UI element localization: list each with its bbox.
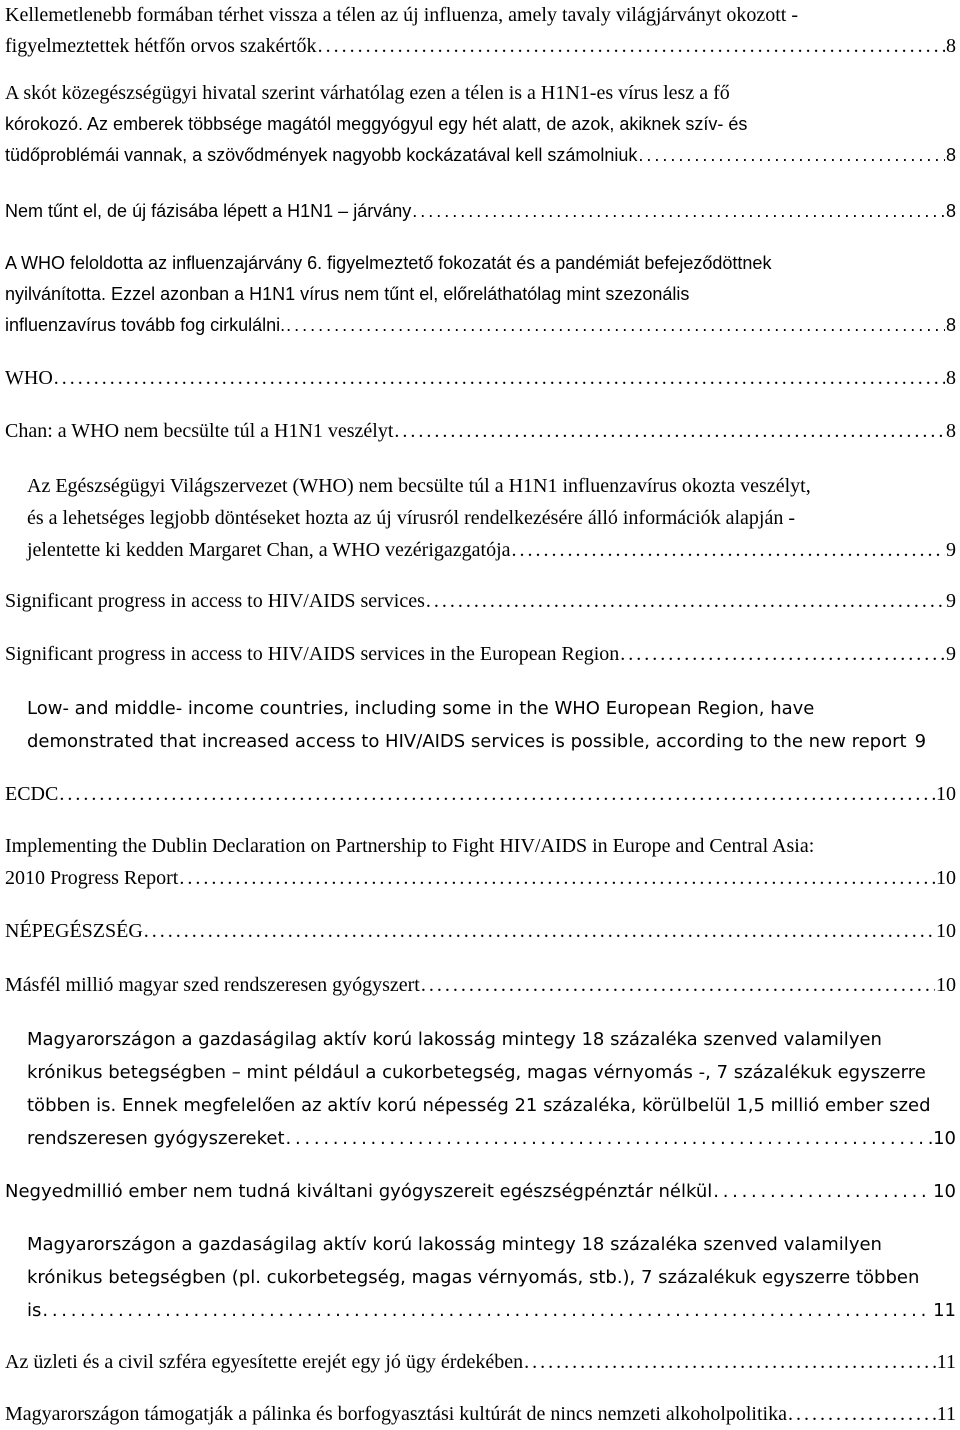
toc-entry-text: A skót közegészségügyi hivatal szerint várhatólag ezen a télen is a H1N1-es vírus lesz a fő — [5, 82, 730, 104]
leader-dots — [620, 638, 945, 670]
leader-dots — [54, 362, 945, 394]
toc-page-number: 10 — [936, 974, 956, 996]
toc-entry-text: jelentette ki kedden Margaret Chan, a WHO vezérigazgatója — [27, 539, 511, 561]
toc-page-number: 11 — [936, 1403, 956, 1425]
toc-entry[interactable] — [5, 1346, 956, 1378]
toc-entry[interactable] — [5, 415, 956, 447]
toc-entry-text: WHO — [5, 367, 53, 389]
toc-entry-text: figyelmeztettek hétfőn orvos szakértők — [5, 35, 317, 57]
toc-entry-text: ECDC — [5, 783, 59, 805]
toc-page-number: 10 — [933, 1181, 956, 1202]
toc-entry-text: Significant progress in access to HIV/AIDS services — [5, 590, 425, 612]
toc-page-number: 9 — [946, 590, 956, 612]
toc-entry-text: Negyedmillió ember nem tudná kiváltani gyógyszereit egészségpénztár nélkül — [5, 1181, 713, 1202]
toc-entry[interactable] — [5, 585, 956, 617]
toc-page-number: 8 — [946, 367, 956, 389]
leader-dots — [286, 1122, 933, 1155]
toc-entry[interactable] — [5, 1175, 956, 1208]
leader-dots — [512, 534, 946, 566]
leader-dots — [42, 1294, 932, 1327]
toc-entry-text: nyilvánította. Ezzel azonban a H1N1 vírus nem tűnt el, előreláthatólag mint szezonális — [5, 284, 690, 304]
toc-entry-text: Significant progress in access to HIV/AIDS services in the European Region — [5, 643, 620, 665]
toc-entry-text: Magyarországon támogatják a pálinka és borfogyasztási kultúrát de nincs nemzeti alkoholpolitika — [5, 1403, 787, 1425]
leader-dots — [179, 862, 935, 894]
leader-dots — [426, 585, 945, 617]
toc-page-number: 10 — [936, 783, 956, 805]
toc-page-number: 8 — [945, 145, 956, 165]
toc-entry[interactable] — [5, 915, 956, 947]
toc-entry[interactable] — [5, 248, 956, 341]
toc-page-number: 10 — [936, 867, 956, 889]
toc-entry[interactable] — [5, 778, 956, 810]
toc-entry-text: NÉPEGÉSZSÉG — [5, 920, 143, 942]
toc-page-number: 9 — [914, 731, 927, 752]
leader-dots — [59, 778, 935, 810]
leader-dots — [394, 415, 945, 447]
toc-entry[interactable] — [27, 1023, 956, 1155]
toc-page-number: 8 — [946, 420, 956, 442]
toc-entry-text: Magyarországon a gazdaságilag aktív korú lakosság mintegy 18 százaléka szenved valamilyen — [27, 1029, 882, 1050]
toc-entry-text: kórokozó. Az emberek többsége magától meggyógyul egy hét alatt, de azok, akiknek szív- és — [5, 114, 748, 134]
leader-dots — [318, 31, 945, 62]
toc-entry[interactable] — [27, 692, 956, 758]
toc-page-number: 9 — [946, 643, 956, 665]
toc-entry[interactable] — [5, 78, 956, 171]
leader-dots — [144, 915, 935, 947]
toc-entry[interactable] — [5, 0, 956, 62]
toc-page-number: 9 — [946, 539, 956, 561]
toc-entry-text: Chan: a WHO nem becsülte túl a H1N1 veszélyt — [5, 420, 394, 442]
toc-entry-text: 2010 Progress Report — [5, 867, 179, 889]
toc-entry-text: influenzavírus tovább fog cirkulálni. — [5, 315, 286, 335]
toc-entry-text: Másfél millió magyar szed rendszeresen gyógyszert — [5, 974, 420, 996]
toc-entry-text: krónikus betegségben – mint például a cukorbetegség, magas vérnyomás -, 7 százalékuk egyszerre — [27, 1062, 926, 1083]
toc-page-number: 8 — [946, 35, 956, 57]
toc-entry[interactable] — [5, 1399, 956, 1430]
toc-entry[interactable] — [5, 638, 956, 670]
toc-entry[interactable] — [5, 969, 956, 1001]
toc-page-number: 8 — [945, 315, 956, 335]
toc-page-number: 11 — [936, 1351, 956, 1373]
toc-entry-text: tüdőproblémái vannak, a szövődmények nagyobb kockázatával kell számolniuk — [5, 145, 638, 165]
toc-page-number: 10 — [933, 1128, 956, 1149]
toc-entry-text: és a lehetséges legjobb döntéseket hozta az új vírusról rendelkezésére álló információk alapján - — [27, 507, 796, 529]
toc-entry-text: Implementing the Dublin Declaration on Partnership to Fight HIV/AIDS in Europe and Central Asia: — [5, 835, 815, 857]
toc-entry-text: A WHO feloldotta az influenzajárvány 6. figyelmeztető fokozatát és a pandémiát befejeződöttnek — [5, 253, 772, 273]
toc-entry-text: is — [27, 1300, 42, 1321]
toc-entry-text: demonstrated that increased access to HIV/AIDS services is possible, according to the new report — [27, 731, 907, 752]
toc-entry[interactable] — [27, 1228, 956, 1327]
toc-page-number: 8 — [945, 201, 956, 221]
toc-entry-text: Az Egészségügyi Világszervezet (WHO) nem becsülte túl a H1N1 influenzavírus okozta veszélyt, — [27, 475, 811, 497]
leader-dots — [421, 969, 935, 1001]
toc-page-number: 10 — [936, 920, 956, 942]
toc-entry-text: rendszeresen gyógyszereket — [27, 1128, 285, 1149]
leader-dots — [638, 140, 945, 171]
toc-entry[interactable] — [5, 362, 956, 394]
toc-entry-text: Magyarországon a gazdaságilag aktív korú lakosság mintegy 18 százaléka szenved valamilyen — [27, 1234, 882, 1255]
toc-entry-text: krónikus betegségben (pl. cukorbetegség, magas vérnyomás, stb.), 7 százalékuk egyszerre többen — [27, 1267, 920, 1288]
toc-entry-text: Kellemetlenebb formában térhet vissza a télen az új influenza, amely tavaly világjárványt okozott - — [5, 4, 799, 26]
toc-page-number: 11 — [933, 1300, 956, 1321]
toc-entry[interactable] — [27, 470, 956, 566]
toc-entry-text: Nem tűnt el, de új fázisába lépett a H1N1 – járvány — [5, 201, 412, 221]
toc-entry[interactable] — [5, 195, 956, 227]
toc-entry[interactable] — [5, 830, 956, 894]
toc-entry-text: többen is. Ennek megfelelően az aktív korú népesség 21 százaléka, körülbelül 1,5 millió ember szed — [27, 1095, 931, 1116]
toc-entry-text: Az üzleti és a civil szféra egyesítette erejét egy jó ügy érdekében — [5, 1351, 524, 1373]
toc-entry-text: Low- and middle- income countries, including some in the WHO European Region, have — [27, 698, 815, 719]
leader-dots — [412, 195, 945, 227]
leader-dots — [713, 1175, 932, 1208]
leader-dots — [788, 1399, 936, 1430]
leader-dots — [524, 1346, 936, 1378]
leader-dots — [286, 310, 945, 341]
